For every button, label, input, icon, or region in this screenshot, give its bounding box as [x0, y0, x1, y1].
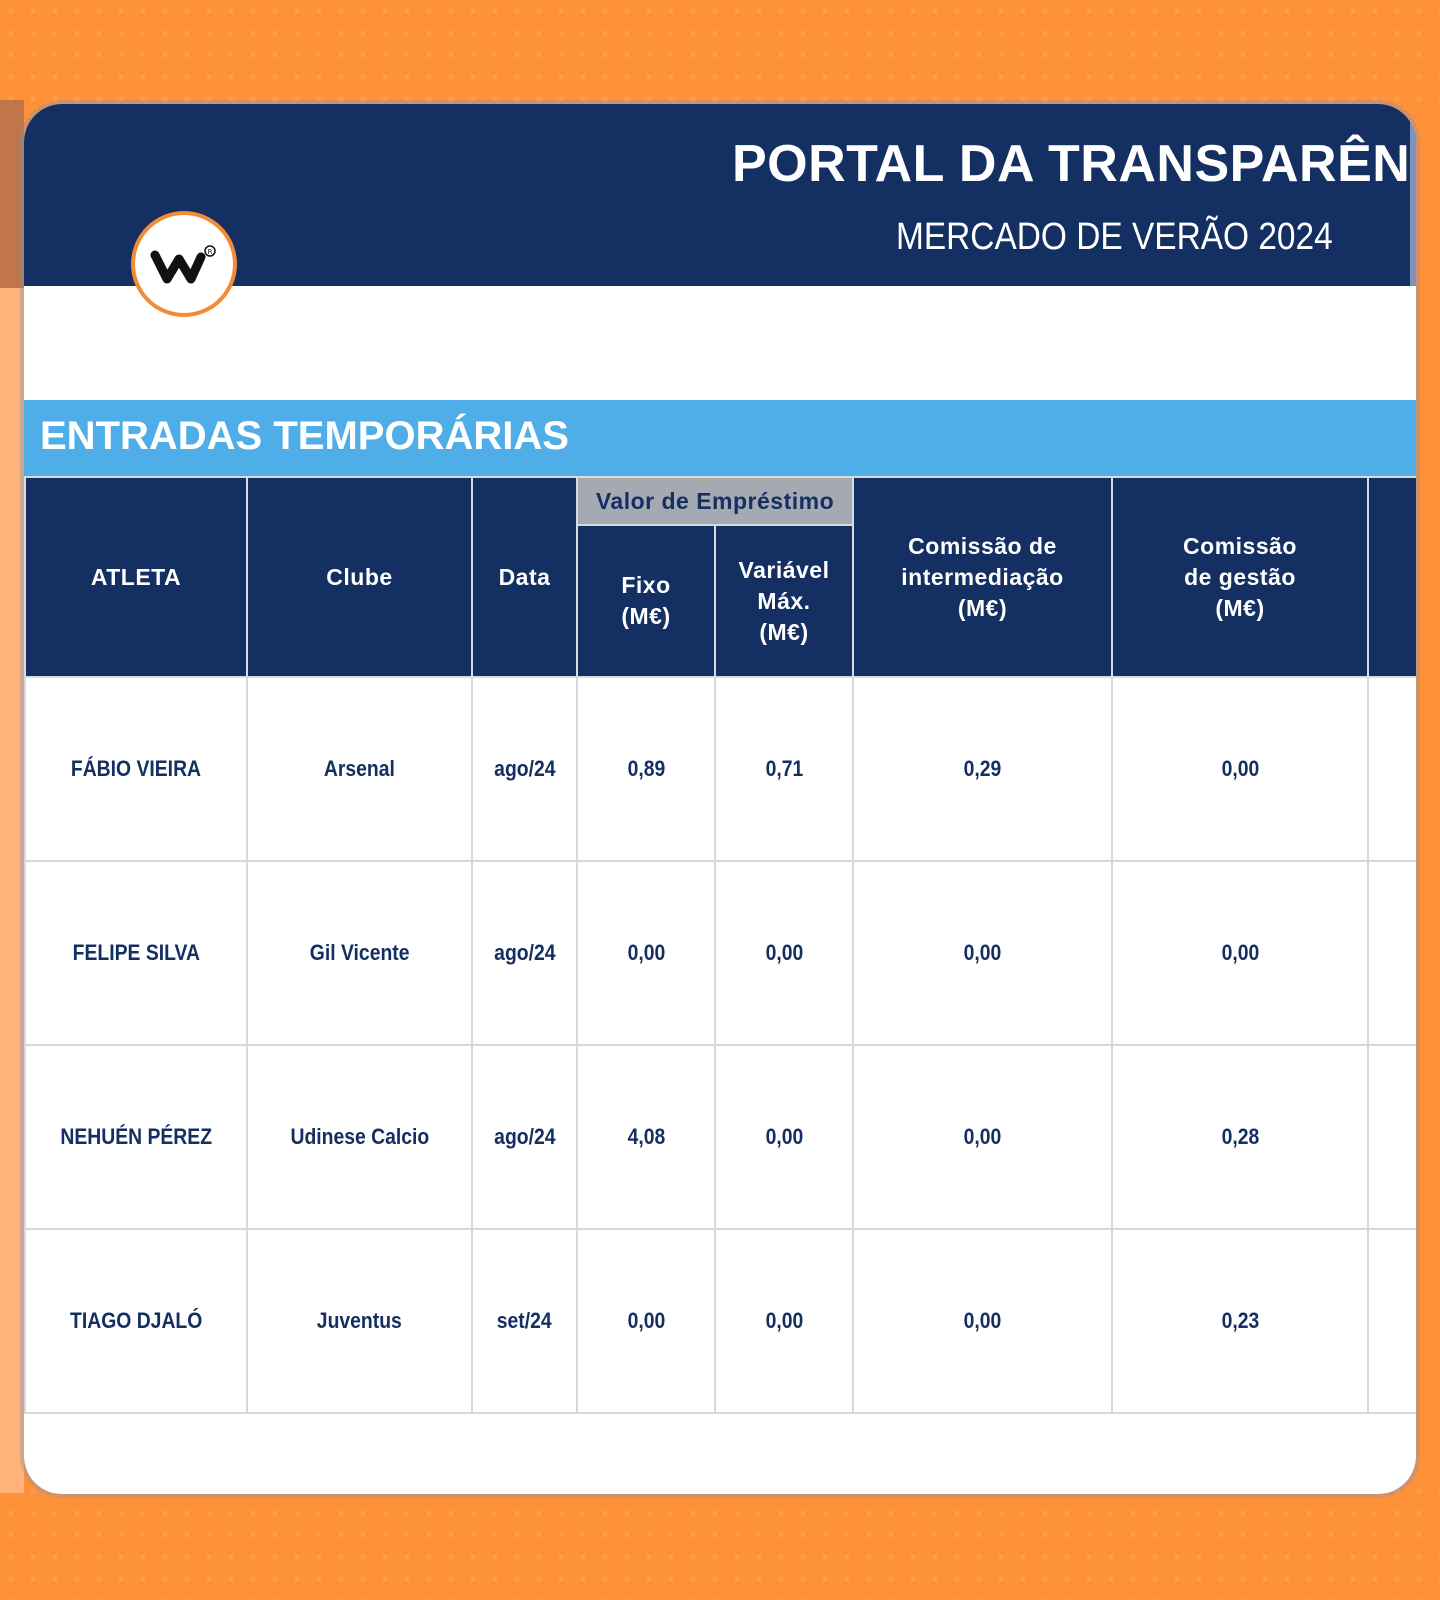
cell-cutoff: [1368, 1045, 1416, 1229]
cell-management: 0,00: [1112, 861, 1368, 1045]
loans-table: [24, 476, 1416, 1414]
cell-fixed: 0,89: [577, 677, 715, 861]
cell-fixed: 0,00: [577, 861, 715, 1045]
cell-athlete: TIAGO DJALÓ: [25, 1229, 247, 1413]
cell-management: 0,28: [1112, 1045, 1368, 1229]
table-row: [25, 1045, 1416, 1229]
brand-logo: [131, 211, 237, 317]
cell-athlete: FELIPE SILVA: [25, 861, 247, 1045]
background-dot-pattern: [0, 0, 1440, 110]
svg-text:R: R: [207, 248, 213, 256]
season-subtitle: MERCADO DE VERÃO 2024: [896, 216, 1333, 258]
table-row: [25, 677, 1416, 861]
column-header-club: Clube: [247, 477, 472, 677]
cell-club: Gil Vicente: [247, 861, 472, 1045]
column-header-athlete: ATLETA: [25, 477, 247, 677]
cell-cutoff: [1368, 1229, 1416, 1413]
column-group-loan-value: Valor de Empréstimo: [577, 477, 853, 525]
cell-date: ago/24: [472, 861, 577, 1045]
cell-date: set/24: [472, 1229, 577, 1413]
background-dot-pattern: [0, 1480, 1440, 1600]
cell-athlete: FÁBIO VIEIRA: [25, 677, 247, 861]
portal-title: PORTAL DA TRANSPARÊN: [732, 135, 1411, 193]
cell-date: ago/24: [472, 677, 577, 861]
side-strip: [0, 288, 24, 1493]
column-header-date: Data: [472, 477, 577, 677]
column-header-intermediation: Comissão de intermediação (M€): [853, 477, 1112, 677]
cell-variable: 0,00: [715, 1045, 853, 1229]
side-strip: [0, 100, 24, 288]
cell-intermediation: 0,00: [853, 861, 1112, 1045]
cell-intermediation: 0,29: [853, 677, 1112, 861]
loans-table-wrapper: [24, 476, 1416, 1414]
table-row: [25, 1229, 1416, 1413]
cell-variable: 0,71: [715, 677, 853, 861]
cell-club: Juventus: [247, 1229, 472, 1413]
column-header-fixed: Fixo (M€): [577, 525, 715, 677]
cell-club: Udinese Calcio: [247, 1045, 472, 1229]
brand-logo-icon: [149, 239, 219, 289]
cell-fixed: 0,00: [577, 1229, 715, 1413]
cell-fixed: 4,08: [577, 1045, 715, 1229]
column-header-management: Comissão de gestão (M€): [1112, 477, 1368, 677]
cell-variable: 0,00: [715, 861, 853, 1045]
transparency-card: [24, 104, 1416, 1494]
section-title: ENTRADAS TEMPORÁRIAS: [40, 414, 569, 458]
cell-date: ago/24: [472, 1045, 577, 1229]
cell-intermediation: 0,00: [853, 1045, 1112, 1229]
cell-intermediation: 0,00: [853, 1229, 1112, 1413]
cell-cutoff: [1368, 861, 1416, 1045]
cell-athlete: NEHUÉN PÉREZ: [25, 1045, 247, 1229]
cell-variable: 0,00: [715, 1229, 853, 1413]
cell-management: 0,00: [1112, 677, 1368, 861]
table-row: [25, 861, 1416, 1045]
cell-club: Arsenal: [247, 677, 472, 861]
column-header-cutoff: [1368, 477, 1416, 677]
section-header: [24, 400, 1416, 476]
column-header-variable: Variável Máx. (M€): [715, 525, 853, 677]
cell-cutoff: [1368, 677, 1416, 861]
cell-management: 0,23: [1112, 1229, 1368, 1413]
